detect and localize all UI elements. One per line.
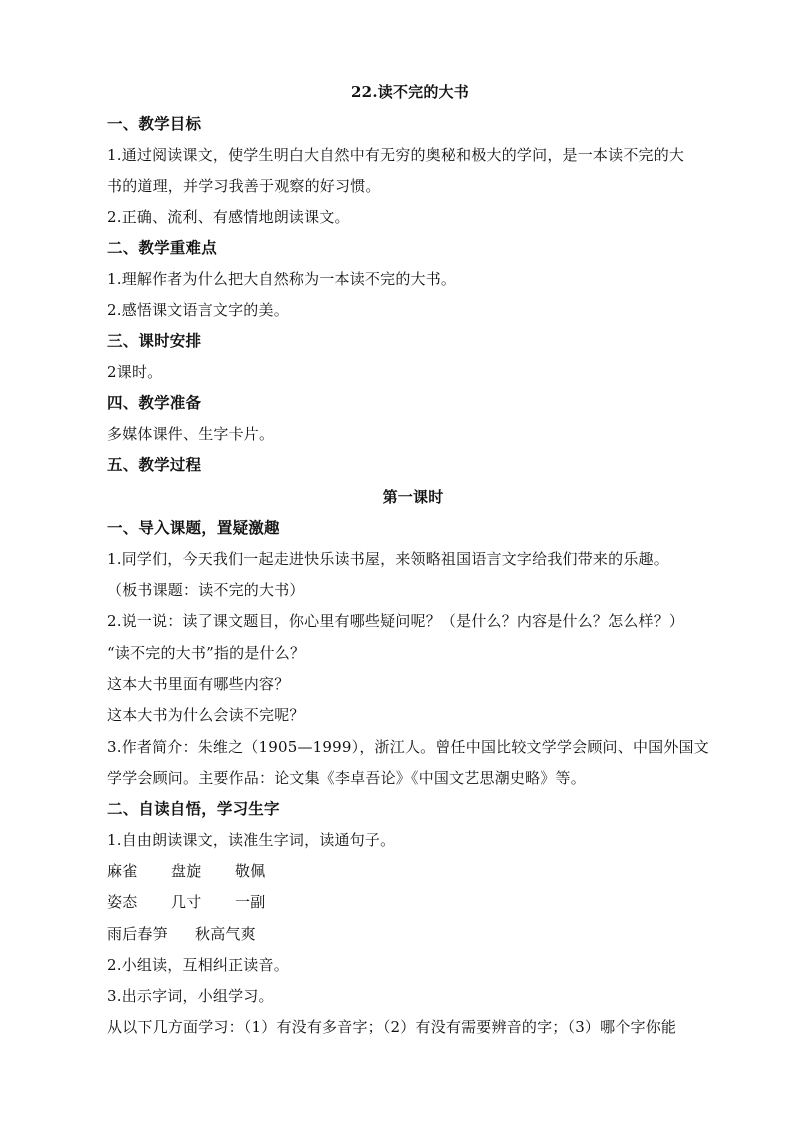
lesson-heading-self-study: 二、自读自悟，学习生字 (107, 800, 280, 818)
question-2: 这本大书里面有哪些内容？ (107, 675, 290, 693)
question-1: “读不完的大书”指的是什么？ (107, 644, 306, 662)
lesson-heading-intro: 一、导入课题，置疑激趣 (107, 519, 280, 537)
vocab-word: 姿态 (107, 893, 138, 911)
question-3: 这本大书为什么会读不完呢？ (107, 706, 305, 724)
paragraph-show-words: 3.出示字词，小组学习。 (107, 987, 274, 1005)
paragraph-key-2: 2.感悟课文语言文字的美。 (107, 301, 289, 319)
paragraph-intro-1: 1.同学们，今天我们一起走进快乐读书屋，来领略祖国语言文字给我们带来的乐趣。 (107, 550, 669, 568)
paragraph-schedule: 2课时。 (107, 363, 163, 381)
paragraph-self-read: 1.自由朗读课文，读准生字词，读通句子。 (107, 831, 396, 849)
lesson-title: 第一课时 (382, 488, 444, 506)
vocab-word: 秋高气爽 (195, 925, 256, 943)
paragraph-board-title: （板书课题：读不完的大书） (107, 581, 305, 599)
paragraph-author-intro-continued: 学学会顾问。主要作品：论文集《李卓吾论》《中国文艺思潮史略》等。 (107, 769, 586, 787)
vocab-word: 敬佩 (235, 862, 266, 880)
section-heading-schedule: 三、课时安排 (107, 332, 202, 350)
section-heading-goals: 一、教学目标 (107, 115, 202, 133)
vocab-row-2 (107, 892, 265, 912)
paragraph-preparation: 多媒体课件、生字卡片。 (107, 425, 275, 443)
vocab-row-1 (107, 861, 265, 881)
vocab-word: 麻雀 (107, 862, 138, 880)
document-title: 22.读不完的大书 (351, 83, 469, 101)
section-heading-key-points: 二、教学重难点 (107, 239, 217, 257)
vocab-word: 一副 (235, 893, 266, 911)
vocab-word: 几寸 (171, 893, 202, 911)
paragraph-study-aspects: 从以下几方面学习：（1）有没有多音字；（2）有没有需要辨音的字；（3）哪个字你能 (107, 1018, 677, 1036)
paragraph-key-1: 1.理解作者为什么把大自然称为一本读不完的大书。 (107, 270, 457, 288)
vocab-word: 雨后春笋 (107, 925, 168, 943)
paragraph-goal-2: 2.正确、流利、有感情地朗读课文。 (107, 208, 350, 226)
paragraph-goal-1-continued: 书的道理，并学习我善于观察的好习惯。 (107, 177, 381, 195)
section-heading-process: 五、教学过程 (107, 456, 202, 474)
paragraph-goal-1: 1.通过阅读课文，使学生明白大自然中有无穷的奥秘和极大的学问，是一本读不完的大 (107, 146, 685, 164)
vocab-row-3 (107, 924, 256, 944)
paragraph-intro-2: 2.说一说：读了课文题目，你心里有哪些疑问呢？（是什么？内容是什么？怎么样？） (107, 612, 685, 630)
paragraph-group-read: 2.小组读，互相纠正读音。 (107, 956, 289, 974)
paragraph-author-intro: 3.作者简介：朱维之（1905—1999），浙江人。曾任中国比较文学学会顾问、中国外国文 (107, 738, 709, 756)
section-heading-preparation: 四、教学准备 (107, 394, 202, 412)
vocab-word: 盘旋 (171, 862, 202, 880)
